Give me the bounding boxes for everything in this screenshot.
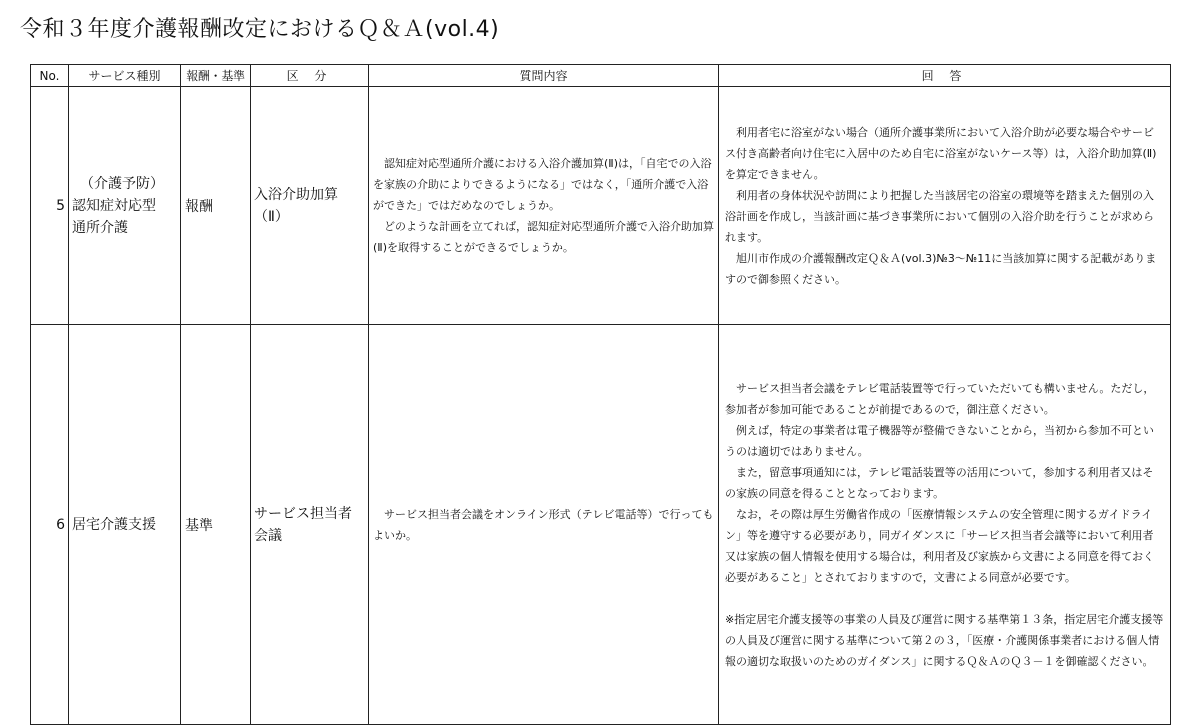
header-service: サービス種別 [69,65,181,87]
answer-note: ※指定居宅介護支援等の事業の人員及び運営に関する基準第１３条，指定居宅介護支援等の人員及び運営に関する基準について第２の３，「医療・介護関係事業者における個人情報の適切な取扱いのためのガイダンス」に関するＱ＆ＡのＱ３－１を御確認ください。 [725,612,1164,668]
page-title: 令和３年度介護報酬改定におけるＱ＆Ａ(vol.4) [20,17,500,42]
row-question [369,87,719,325]
category-line: 会議 [254,527,282,544]
header-type: 報酬・基準 [181,65,251,87]
row-service: 居宅介護支援 [69,325,181,725]
question-paragraph: 認知症対応型通所介護における入浴介護加算(Ⅱ)は，「自宅での入浴を家族の介助によりできるようになる」ではなく，「通所介護で入浴ができた」ではだめなのでしょうか。 [373,157,712,212]
answer-paragraph: 旭川市作成の介護報酬改定Ｑ＆Ａ(vol.3)№3～№11に当該加算に関する記載がありますので御参照ください。 [725,251,1157,286]
header-answer: 回 答 [719,65,1171,87]
row-category [251,325,369,725]
row-question [369,325,719,725]
header-no: No. [31,65,69,87]
service-line: 通所介護 [72,219,128,236]
table-row [31,325,1171,725]
question-paragraph: どのような計画を立てれば，認知症対応型通所介護で入浴介助加算(Ⅱ)を取得することができるでしょうか。 [373,220,714,254]
service-line: （介護予防） [80,175,164,192]
row-answer [719,87,1171,325]
row-category [251,87,369,325]
row-type: 基準 [181,325,251,725]
answer-paragraph: また，留意事項通知には，テレビ電話装置等の活用について，参加する利用者又はその家族の同意を得ることとなっております。 [725,465,1154,500]
question-paragraph: サービス担当者会議をオンライン形式（テレビ電話等）で行ってもよいか。 [373,507,714,542]
row-no: 6 [31,325,69,725]
row-service [69,87,181,325]
category-line: 入浴介助加算 [254,186,338,203]
answer-paragraph: 利用者の身体状況や訪問により把握した当該居宅の浴室の環境等を踏まえた個別の入浴計画を作成し，当該計画に基づき事業所において個別の入浴介助を行うことが求められます。 [725,188,1154,244]
table-header-row [31,65,1171,87]
qa-table [30,64,1171,725]
answer-paragraph: サービス担当者会議をテレビ電話装置等で行っていただいても構いません。ただし，参加者が参加可能であることが前提であるので，御注意ください。 [725,381,1155,416]
category-line: サービス担当者 [254,505,352,522]
service-line: 認知症対応型 [72,197,156,214]
answer-paragraph: なお，その際は厚生労働省作成の「医療情報システムの安全管理に関するガイドライン」等を遵守する必要があり，同ガイダンスに「サービス担当者会議等において利用者又は家族の個人情報を使用する場合は，利用者及び家族から文書による同意を得ておく必要があること」とされておりますので，文書による同意が必要です。 [725,507,1154,584]
header-category: 区 分 [251,65,369,87]
answer-paragraph: 例えば，特定の事業者は電子機器等が整備できないことから，当初から参加不可というのは適切ではありません。 [725,423,1154,458]
header-question: 質問内容 [369,65,719,87]
row-type: 報酬 [181,87,251,325]
row-no: 5 [31,87,69,325]
answer-paragraph: 利用者宅に浴室がない場合（通所介護事業所において入浴介助が必要な場合やサービス付き高齢者向け住宅に入居中のため自宅に浴室がないケース等）は，入浴介助加算(Ⅱ)を算定できません。 [725,125,1157,181]
row-answer [719,325,1171,725]
category-line: （Ⅱ） [254,208,289,225]
table-row [31,87,1171,325]
